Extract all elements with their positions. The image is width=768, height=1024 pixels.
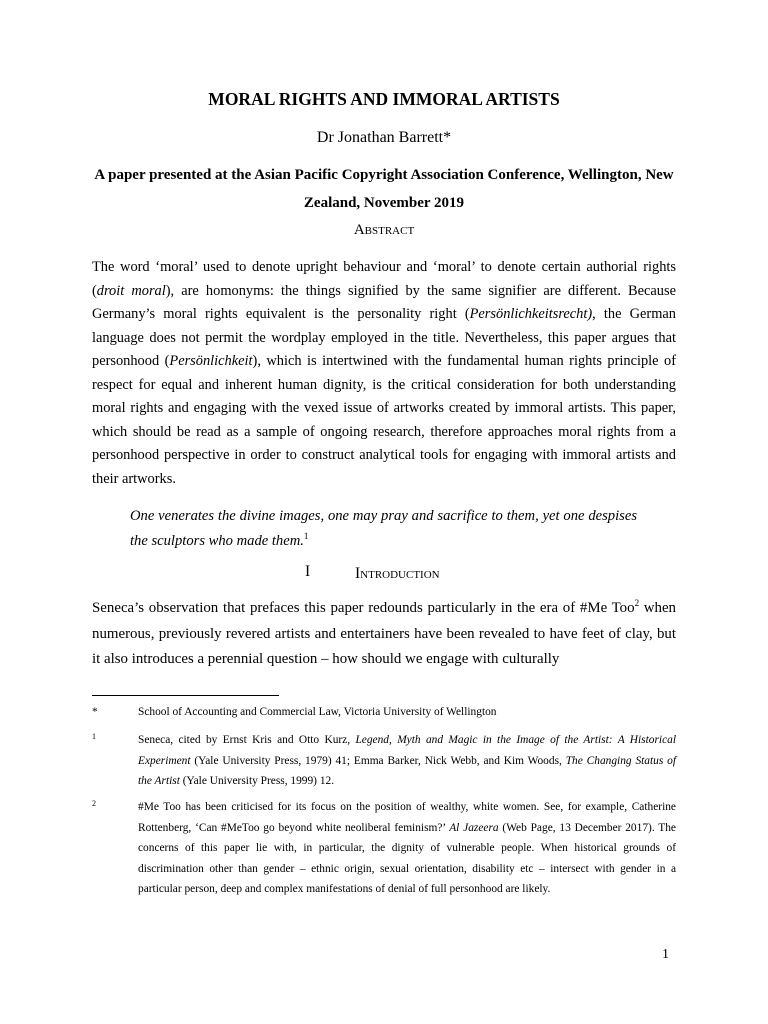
footnote-segment: Seneca, cited by Ernst Kris and Otto Kurz, — [138, 734, 356, 746]
intro-text: when numerous, previously revered artists and entertainers have been revealed to have feet of clay, but it also introduces a perennial question – how should we engage with culturally — [92, 600, 677, 667]
abstract-paragraph — [92, 256, 676, 491]
footnote-italic-title: Legend, Myth and Magic in the Image of the Artist: A Historical Experiment — [138, 734, 676, 767]
introduction-paragraph — [92, 596, 676, 673]
abstract-text: , the German language does not permit the wordplay employed in the title. Nevertheless, this paper argues that personhood ( — [92, 306, 676, 369]
footnote-segment: (Web Page, 13 December 2017). The concerns of this paper lie with, in particular, the dignity of vulnerable people. When historical grounds of discrimination other than gender – ethnic origin, sexual orientation, disability etc – intersect with gender in a particular person, deep and complex manifestations of denial of full personhood are likely. — [138, 821, 676, 895]
footnote-text — [138, 702, 676, 723]
abstract-text: ), which is intertwined with the fundamental human rights principle of respect for equal and inherent human dignity, is the critical consideration for both understanding moral rights and engaging with the vexed issue of artworks created by immoral artists. This paper, which should be read as a sample of ongoing research, therefore approaches moral rights from a personhood perspective in order to construct analytical tools for engaging with immoral artists and their artworks. — [92, 353, 676, 487]
footnote-italic-title: The Changing Status of the Artist — [138, 754, 676, 787]
abstract-italic-term: Persönlichkeitsrecht) — [469, 306, 593, 322]
section-title: Introduction — [355, 565, 440, 582]
footnote-ref[interactable]: 1 — [303, 531, 309, 542]
footnote-ref[interactable]: 2 — [634, 598, 640, 609]
footnote-separator — [92, 695, 279, 696]
epigraph-quote — [130, 504, 637, 554]
conference-line: A paper presented at the Asian Pacific Copyright Association Conference, Wellington, New Zealand, November 2019 — [94, 167, 674, 211]
footnote-mark: * — [92, 706, 98, 718]
footnote-italic-title: Al Jazeera — [449, 821, 499, 834]
abstract-text: The word ‘moral’ used to denote upright behaviour and ‘moral’ to denote certain authorial rights ( — [92, 259, 676, 299]
epigraph-text: One venerates the divine images, one may pray and sacrifice to them, yet one despises the sculptors who made them. — [130, 508, 637, 549]
abstract-text: ), are homonyms: the things signified by the same signifier are different. Because Germany’s moral rights equivalent is the personality right ( — [92, 282, 676, 322]
footnote-segment: (Yale University Press, 1999) 12. — [179, 775, 335, 787]
footnote-mark: 2 — [92, 799, 96, 808]
footnote-segment: #Me Too has been criticised for its focus on the position of wealthy, white women. See, for example, Catherine Rottenberg, ‘Can #MeToo go beyond white neoliberal feminism?’ — [138, 801, 676, 834]
footnote-segment: (Yale University Press, 1979) 41; Emma Barker, Nick Webb, and Kim Woods, — [190, 754, 566, 767]
page-number: 1 — [662, 947, 669, 962]
abstract-heading: Abstract — [353, 222, 415, 238]
footnote-segment: School of Accounting and Commercial Law, Victoria University of Wellington — [138, 706, 497, 718]
author-name: Dr Jonathan Barrett* — [316, 129, 452, 146]
intro-text: Seneca’s observation that prefaces this paper redounds particularly in the era of #Me Too — [92, 600, 635, 616]
abstract-italic-term: droit moral — [96, 282, 166, 299]
paper-title: MORAL RIGHTS AND IMMORAL ARTISTS — [208, 89, 560, 109]
section-number: I — [305, 563, 311, 580]
abstract-italic-term: Persönlichkeit — [169, 353, 253, 369]
footnote-text — [138, 797, 676, 900]
footnote-mark: 1 — [92, 732, 96, 741]
footnote-text — [138, 730, 676, 792]
